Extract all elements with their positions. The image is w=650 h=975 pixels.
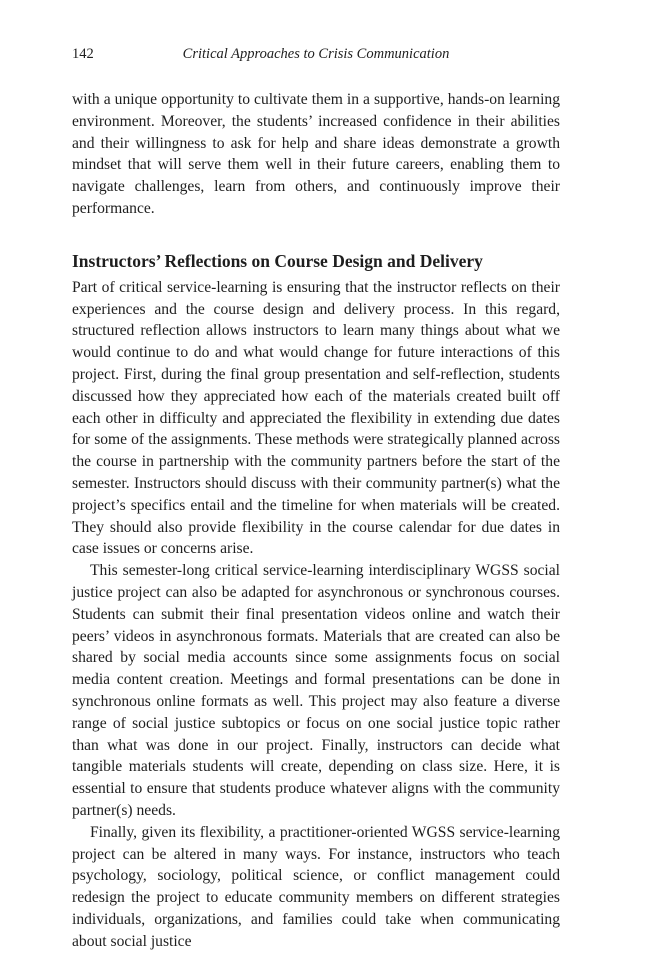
- page-number: 142: [72, 46, 94, 62]
- running-title: Critical Approaches to Crisis Communication: [182, 46, 450, 62]
- section-heading: Instructors’ Reflections on Course Design and Delivery: [72, 250, 483, 271]
- running-header: [72, 44, 560, 64]
- paragraph-flexibility: Finally, given its flexibility, a practitioner-oriented WGSS service-learning project can be altered in many ways. For instance, instructors who teach psychology, sociology, political science, or conflict management could redesign the project to educate community members on different strategies individuals, organizations, and families could take when communicating about social justice: [72, 823, 560, 950]
- paragraph-adaptation: This semester-long critical service-learning interdisciplinary WGSS social justice project can also be adapted for asynchronous or synchronous courses. Students can submit their final presentation videos online and watch their peers’ videos in asynchronous formats. Materials that are created can also be shared by social media accounts since some assignments focus on social media content creation. Meetings and formal presentations can be done in synchronous online formats as well. This project may also feature a diverse range of social justice subtopics or focus on one social justice topic rather than what was done in our project. Finally, instructors can decide what tangible materials students will create, depending on class size. Here, it is essential to ensure that students produce whatever aligns with the community partner(s) needs.: [72, 562, 560, 819]
- paragraph-continuation: with a unique opportunity to cultivate them in a supportive, hands-on learning environment. Moreover, the students’ increased confidence in their abilities and their willingness to ask for help and share ideas demonstrate a growth mindset that will serve them well in their future careers, enabling them to navigate challenges, learn from others, and continuously improve their performance.: [72, 91, 560, 217]
- paragraph-reflection-intro: Part of critical service-learning is ensuring that the instructor reflects on their experiences and the course design and delivery process. In this regard, structured reflection allows instructors to learn many things about what we would continue to do and what would change for future interactions of this project. First, during the final group presentation and self-reflection, students discussed how they appreciated how each of the materials created built off each other in difficulty and appreciated the flexibility in extending due dates for some of the assignments. These methods were strategically planned across the course in partnership with the community partners before the start of the semester. Instructors should discuss with their community partner(s) what the project’s specifics entail and the timeline for when materials will be created. They should also provide flexibility in the course calendar for due dates in case issues or concerns arise.: [72, 278, 560, 558]
- body-text: [72, 89, 560, 952]
